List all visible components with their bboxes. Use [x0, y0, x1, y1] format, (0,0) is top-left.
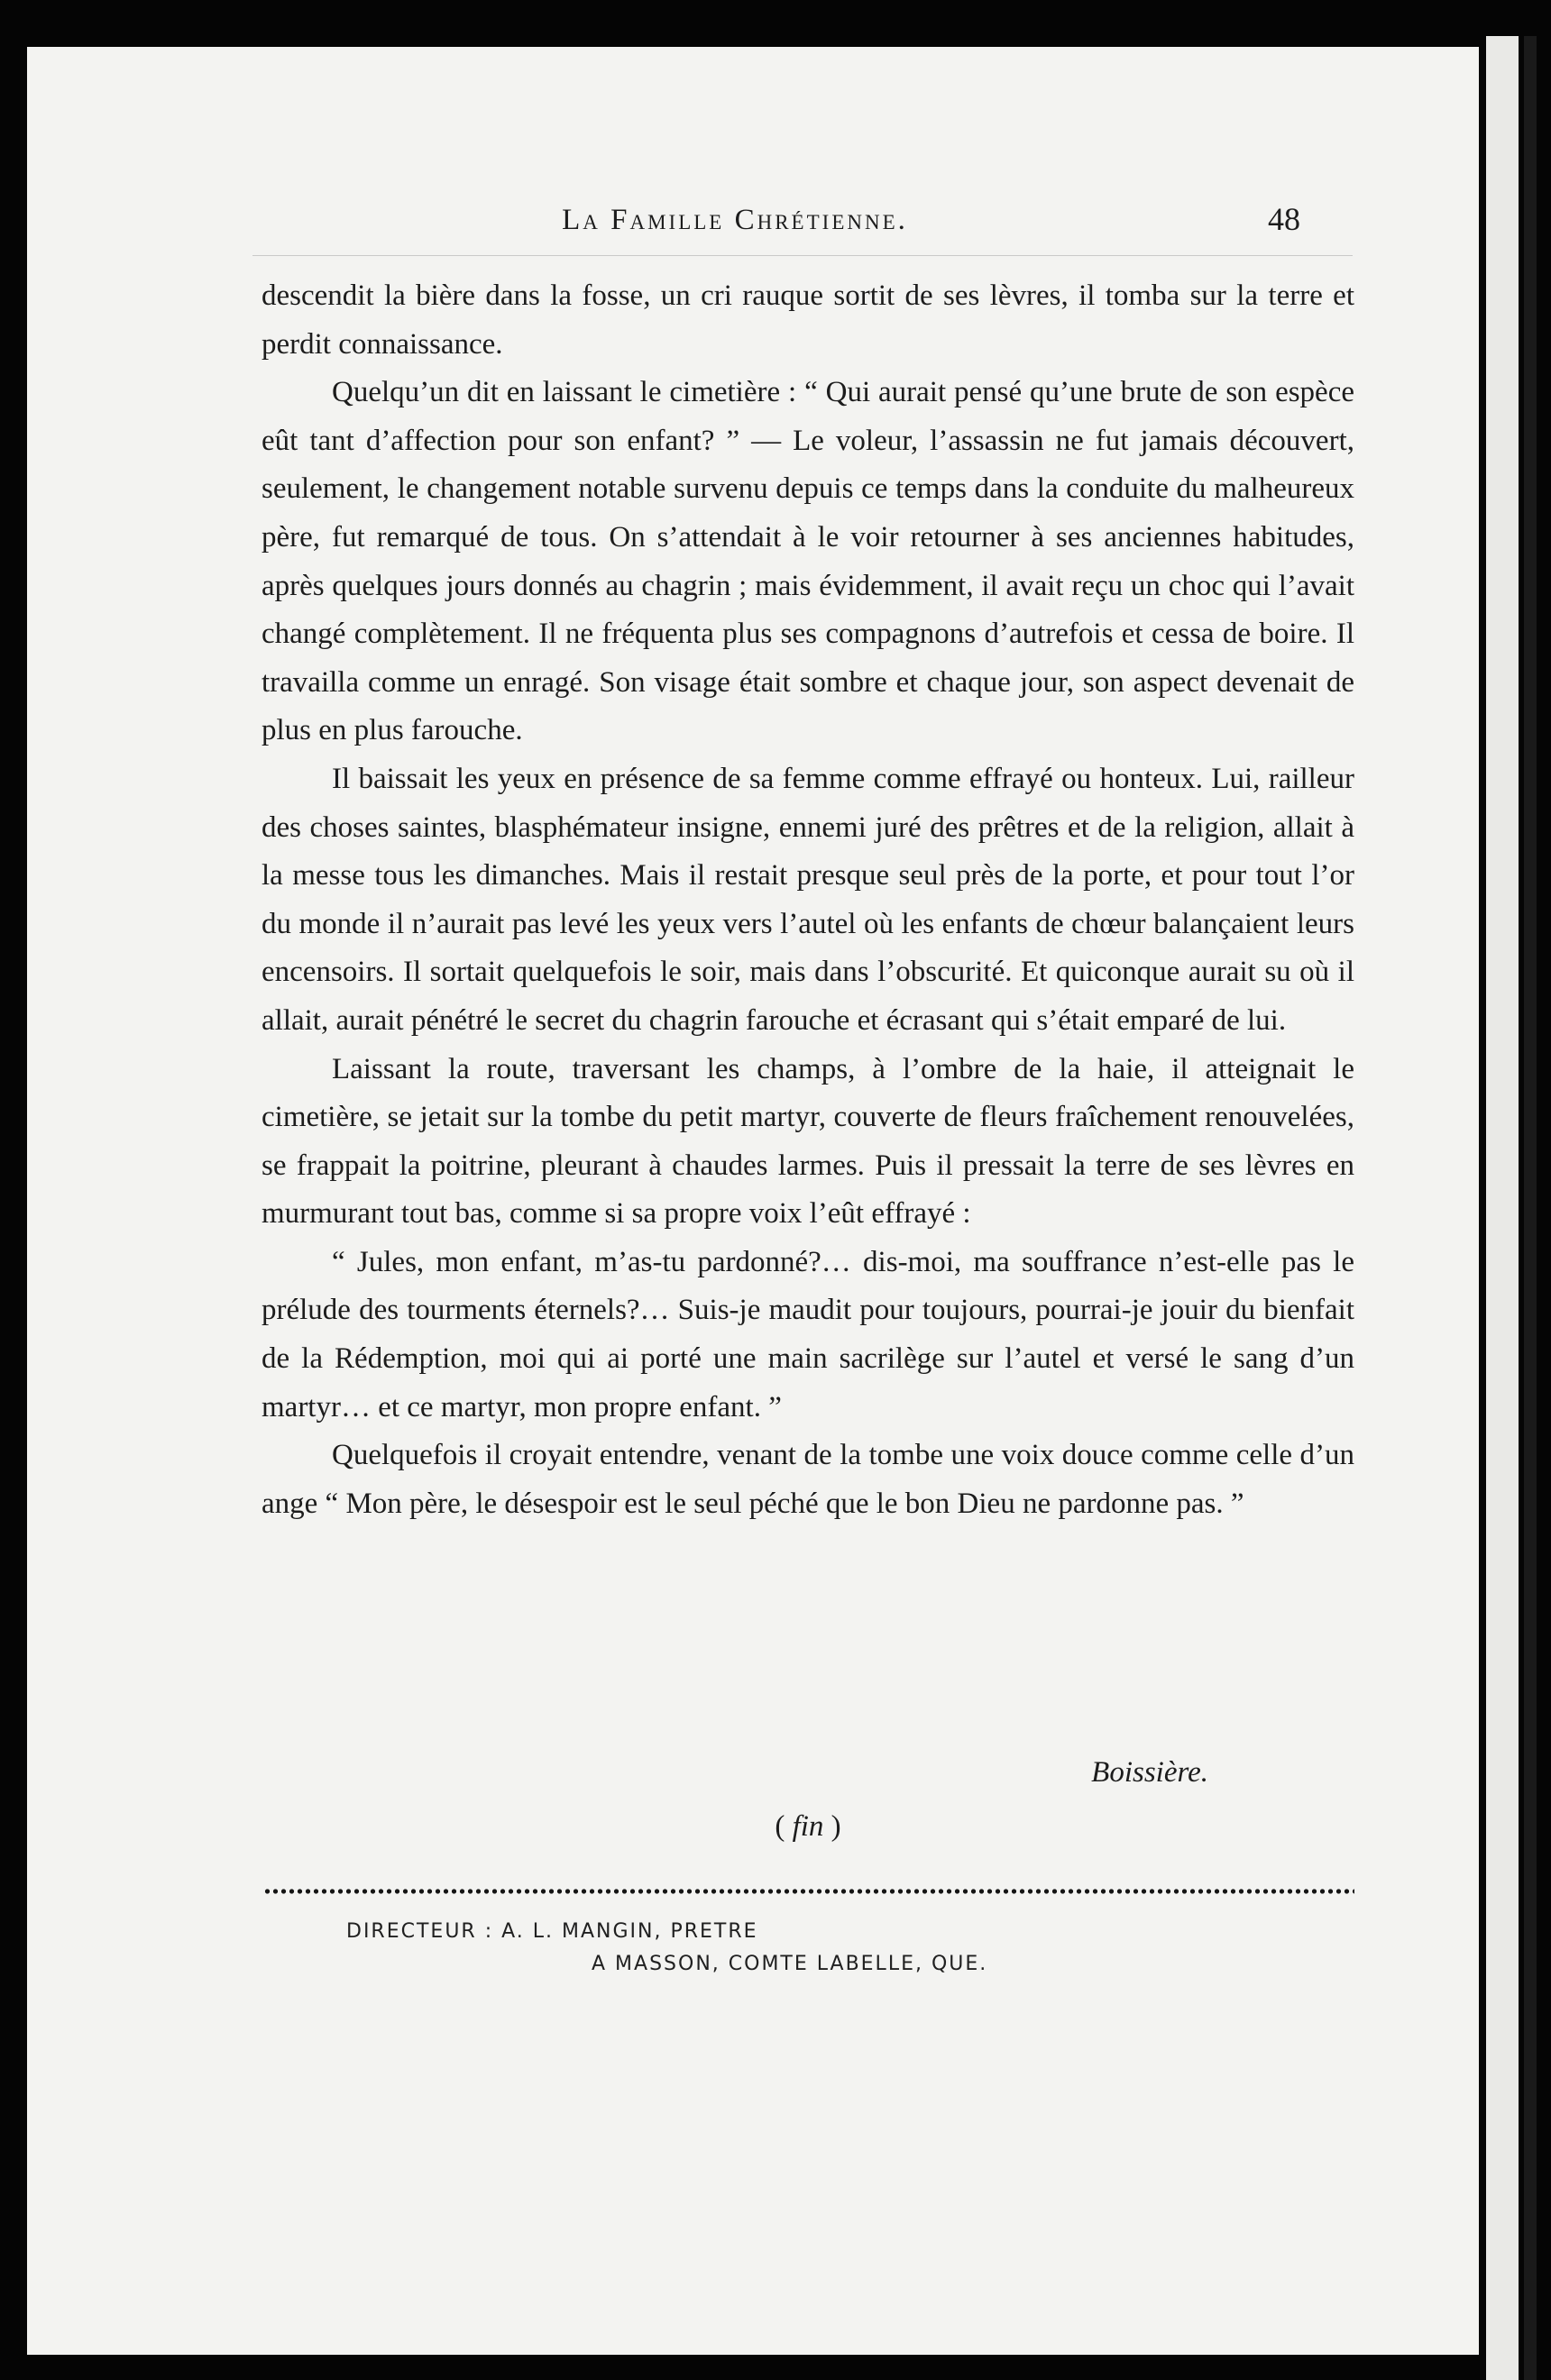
footer-director: DIRECTEUR : A. L. MANGIN, PRETRE	[346, 1920, 758, 1943]
paragraph: Quelqu’un dit en laissant le cimetière : “ Qui aurait pensé qu’une brute de son espèce eût tant d’affection pour son enfant? ” — Le voleur, l’assassin ne fut jamais découvert, seulement, le changement notable survenu depuis ce temps dans la conduite du malheureux père, fut remarqué de tous. On s’attendait à le voir retourner à ses anciennes habitudes, après quelques jours donnés au chagrin ; mais évidemment, il avait reçu un choc qui l’avait changé complètement. Il ne fréquenta plus ses compagnons d’autrefois et cessa de boire. Il travailla comme un enragé. Son visage était sombre et chaque jour, son aspect devenait de plus en plus farouche.	[262, 376, 1354, 747]
fin-close: )	[823, 1810, 841, 1843]
paragraph: “ Jules, mon enfant, m’as-tu pardonné?… dis-moi, ma souffrance n’est-elle pas le prélude des tourments éternels?… Suis-je maudit pour toujours, pourrai-je jouir du bienfait de la Rédemption, moi qui ai porté une main sacrilège sur l’autel et versé le sang d’un martyr… et ce martyr, mon propre enfant. ”	[262, 1245, 1354, 1423]
dotted-divider	[263, 1888, 1354, 1895]
end-marker	[262, 1810, 1354, 1844]
paragraph: Il baissait les yeux en présence de sa femme comme effrayé ou honteux. Lui, railleur des choses saintes, blasphémateur insigne, ennemi juré des prêtres et de la religion, allait à la messe tous les dimanches. Mais il restait presque seul près de la porte, et pour tout l’or du monde il n’aurait pas levé les yeux vers l’autel où les enfants de chœur balançaient leurs encensoirs. Il sortait quelquefois le soir, mais dans l’obscurité. Et quiconque aurait su où il allait, aurait pénétré le secret du chagrin farouche et écrasant qui s’était emparé de lui.	[262, 762, 1354, 1037]
fin-word: fin	[792, 1810, 824, 1843]
fin-open: (	[775, 1810, 793, 1843]
author-signature: Boissière.	[1091, 1756, 1208, 1789]
footer-address: A MASSON, COMTE LABELLE, QUE.	[592, 1953, 988, 1975]
paragraph: descendit la bière dans la fosse, un cri rauque sortit de ses lèvres, il tomba sur la terre et perdit connaissance.	[262, 279, 1354, 361]
binding-edge	[1524, 36, 1537, 2380]
paragraph: Quelquefois il croyait entendre, venant de la tombe une voix douce comme celle d’un ange “ Mon père, le désespoir est le seul péché que le bon Dieu ne pardonne pas. ”	[262, 1439, 1354, 1520]
running-head	[262, 201, 1353, 240]
header-rule	[252, 255, 1353, 256]
paragraph: Laissant la route, traversant les champs, à l’ombre de la haie, il atteignait le cimetière, se jetait sur la tombe du petit martyr, couverte de fleurs fraîchement renouvelées, se frappait la poitrine, pleurant à chaudes larmes. Puis il pressait la terre de ses lèvres en murmurant tout bas, comme si sa propre voix l’eût effrayé :	[262, 1052, 1354, 1231]
article-body	[262, 272, 1354, 1528]
page-edge	[1486, 36, 1519, 2380]
page-number: 48	[1268, 201, 1300, 237]
journal-title: La Famille Chrétienne.	[562, 204, 908, 236]
